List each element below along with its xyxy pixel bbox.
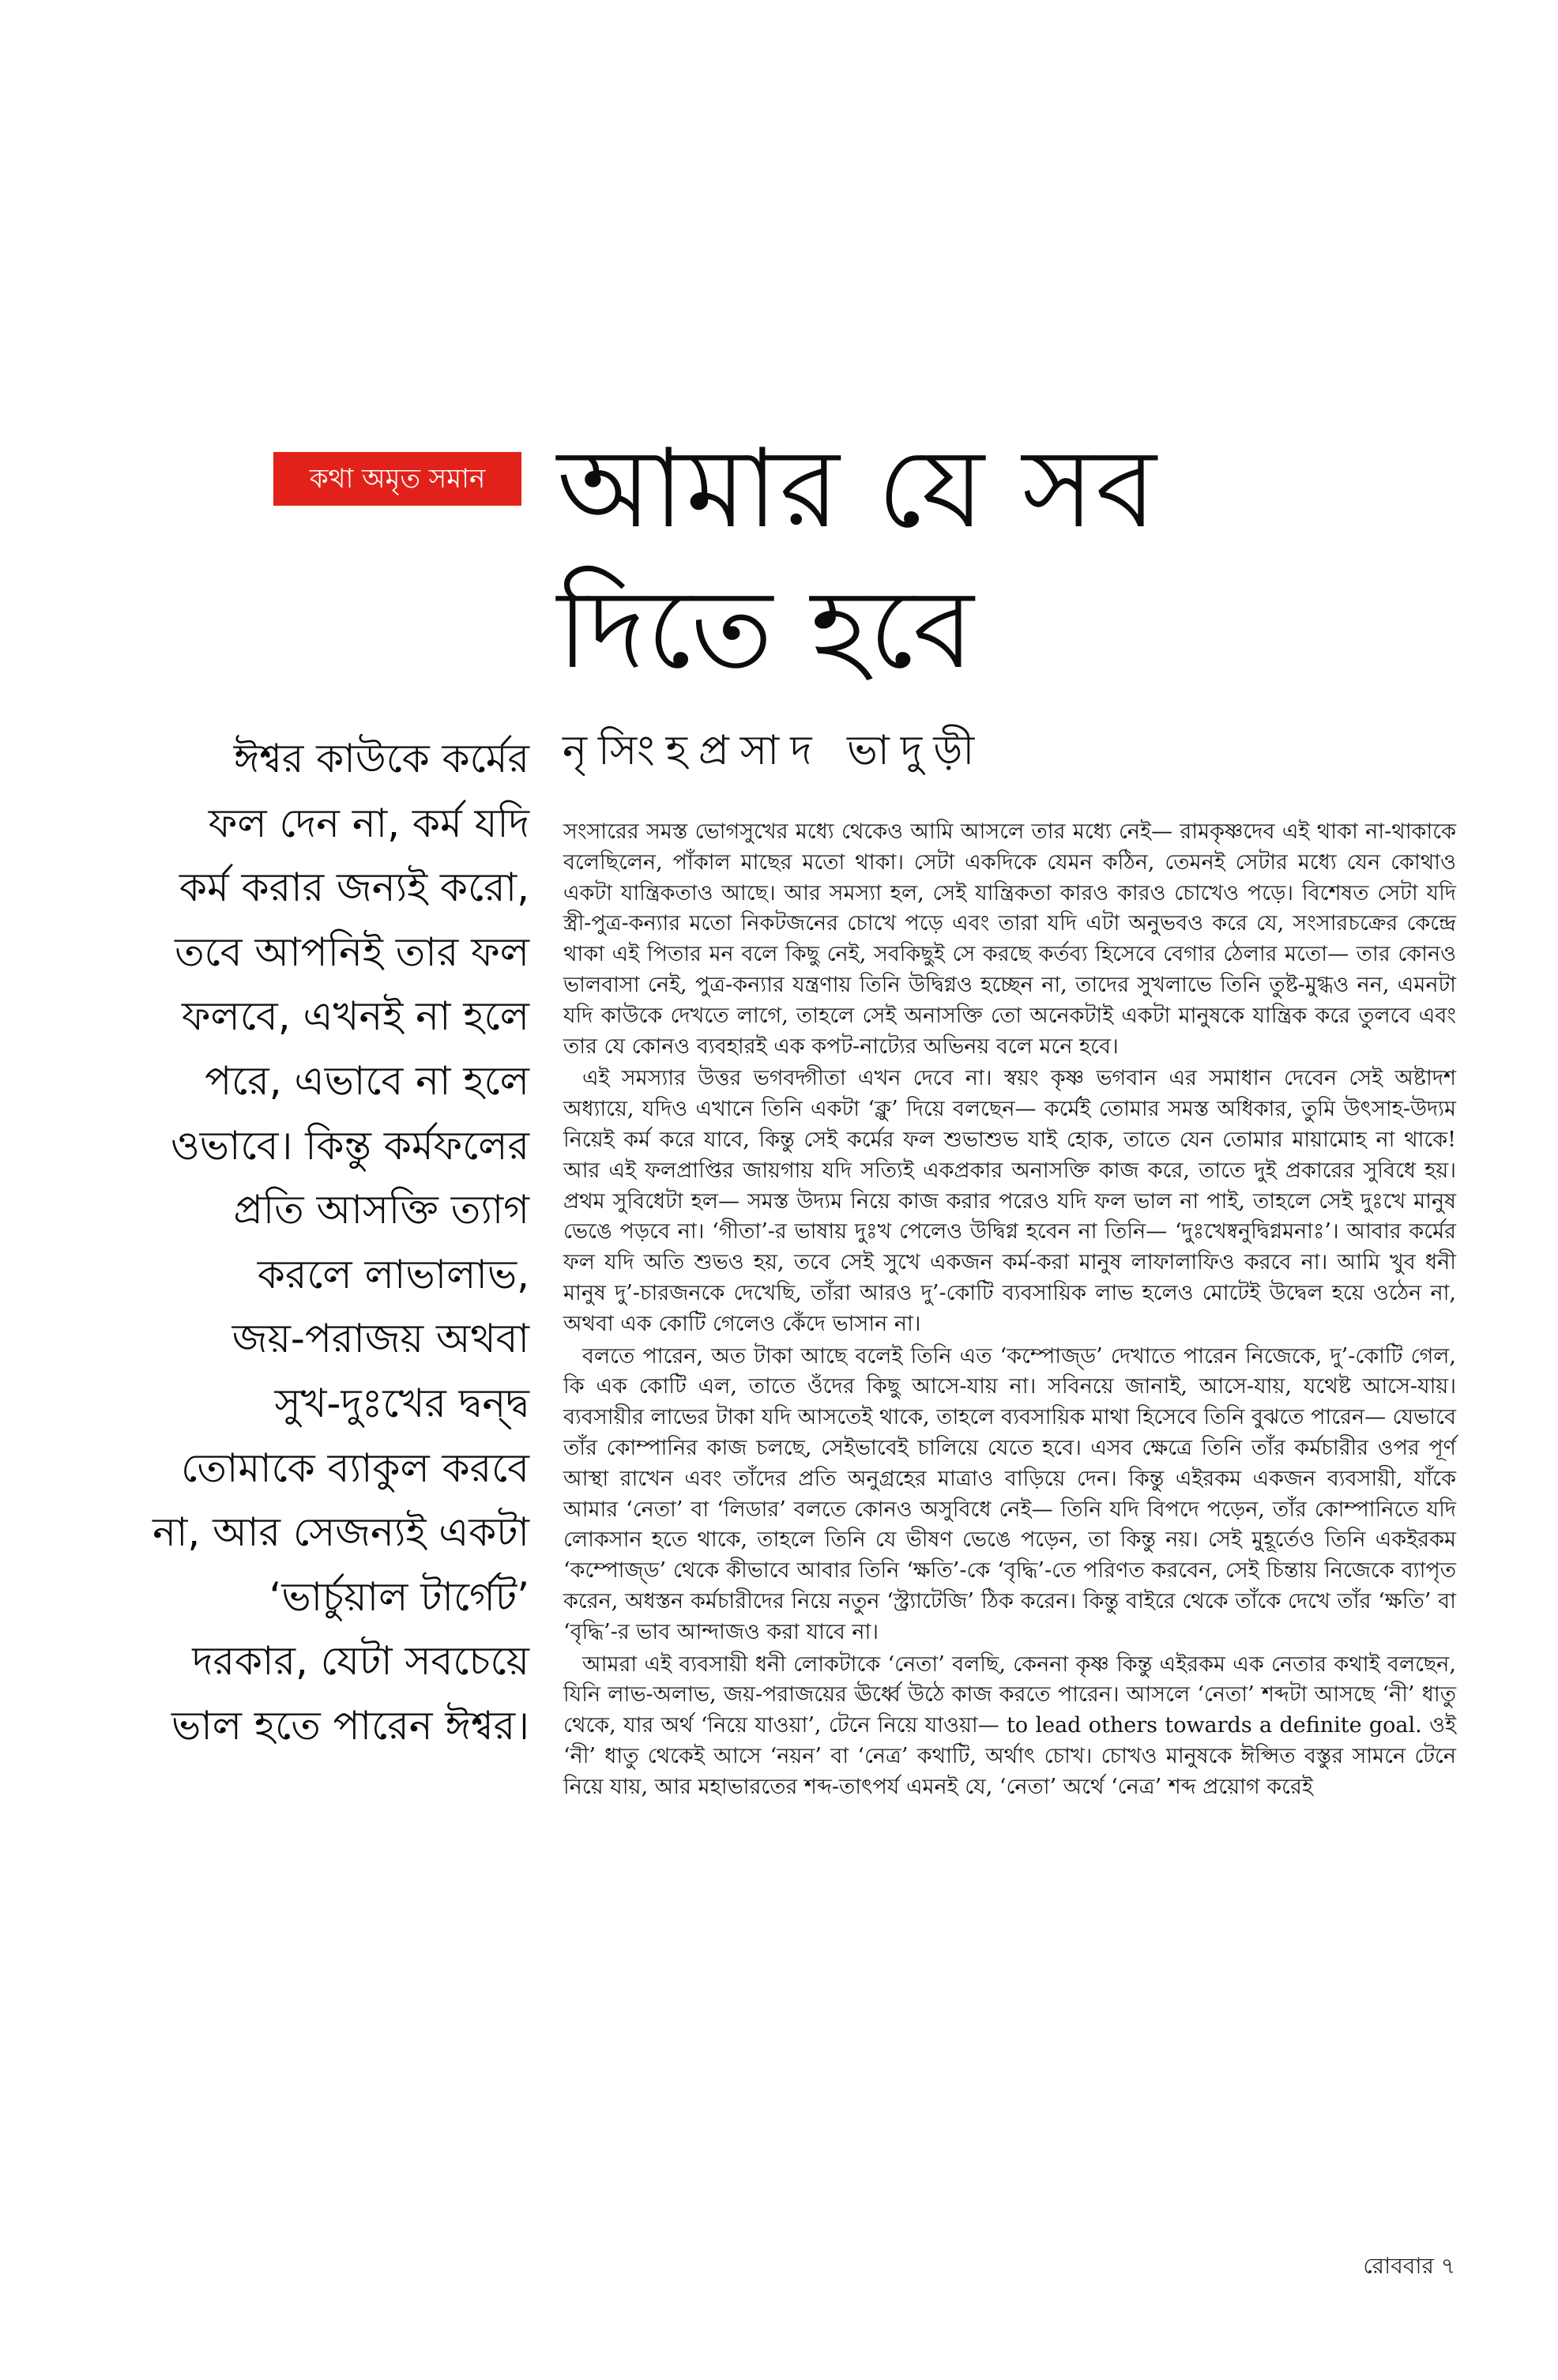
pull-quote-line: প্রতি আসক্তি ত্যাগ bbox=[233, 1187, 529, 1233]
pull-quote-line: ভাল হতে পারেন ঈশ্বর। bbox=[171, 1702, 529, 1749]
author-byline: নৃসিংহপ্রসাদ ভাদুড়ী bbox=[563, 727, 986, 774]
headline bbox=[557, 419, 1300, 700]
pull-quote-line: না, আর সেজন্যই একটা bbox=[152, 1509, 529, 1556]
pull-quote-line: দরকার, যেটা সবচেয়ে bbox=[192, 1638, 529, 1685]
pull-quote bbox=[119, 727, 529, 1759]
pull-quote-line: ‘ভার্চুয়াল টার্গেট’ bbox=[269, 1573, 529, 1620]
pull-quote-line: সুখ-দুঃখের দ্বন্দ্ব bbox=[274, 1380, 529, 1426]
pull-quote-line: জয়-পরাজয় অথবা bbox=[231, 1316, 529, 1362]
article-body bbox=[563, 817, 1456, 1803]
section-tag: কথা অমৃত সমান bbox=[273, 452, 521, 506]
pull-quote-line: তোমাকে ব্যাকুল করবে bbox=[181, 1444, 529, 1491]
article-paragraph-2: এই সমস্যার উত্তর ভগবদ্গীতা এখন দেবে না। স্বয়ং কৃষ্ণ ভগবান এর সমাধান দেবেন সেই অষ্টাদশ অধ্যায়ে, যদিও এখানে তিনি একটা ‘ক্লু’ দিয়ে বলছেন— কর্মেই তোমার সমস্ত অধিকার, তুমি উৎসাহ-উদ্যম নিয়েই কর্ম করে যাবে, কিন্তু সেই কর্মের ফল শুভাশুভ যাই হোক, তাতে যেন তোমার মায়ামোহ না থাকে! আর এই ফলপ্রাপ্তির জায়গায় যদি সত্যিই একপ্রকার অনাসক্তি কাজ করে, তাতে দুই প্রকারের সুবিধে হয়। প্রথম সুবিধেটা হল— সমস্ত উদ্যম নিয়ে কাজ করার পরেও যদি ফল ভাল না পাই, তাহলে সেই দুঃখে মানুষ ভেঙে পড়বে না। ‘গীতা’-র ভাষায় দুঃখ পেলেও উদ্বিগ্ন হবেন না তিনি— ‘দুঃখেষ্বনুদ্বিগ্নমনাঃ’। আবার কর্মের ফল যদি অতি শুভও হয়, তবে সেই সুখে একজন কর্ম-করা মানুষ লাফালাফিও করবে না। আমি খুব ধনী মানুষ দু’-চারজনকে দেখেছি, তাঁরা আরও দু’-কোটি ব্যবসায়িক লাভ হলেও মোটেই উদ্বেল হয়ে ওঠেন না, অথবা এক কোটি গেলেও কেঁদে ভাসান না। bbox=[563, 1066, 1456, 1336]
article-paragraph-3: বলতে পারেন, অত টাকা আছে বলেই তিনি এত ‘কম্পোজ্‌ড’ দেখাতে পারেন নিজেকে, দু’-কোটি গেল, কি এক কোটি এল, তাতে ওঁদের কিছু আসে-যায় না। সবিনয়ে জানাই, আসে-যায়, যথেষ্ট আসে-যায়। ব্যবসায়ীর লাভের টাকা যদি আসতেই থাকে, তাহলে ব্যবসায়িক মাথা হিসেবে তিনি বুঝতে পারেন— যেভাবে তাঁর কোম্পানির কাজ চলছে, সেইভাবেই চালিয়ে যেতে হবে। এসব ক্ষেত্রে তিনি তাঁর কর্মচারীর ওপর পূর্ণ আস্থা রাখেন এবং তাঁদের প্রতি অনুগ্রহের মাত্রাও বাড়িয়ে দেন। কিন্তু এইরকম একজন ব্যবসায়ী, যাঁকে আমার ‘নেতা’ বা ‘লিডার’ বলতে কোনও অসুবিধে নেই— তিনি যদি বিপদে পড়েন, তাঁর কোম্পানিতে যদি লোকসান হতে থাকে, তাহলে তিনি যে ভীষণ ভেঙে পড়েন, তা কিন্তু নয়। সেই মুহূর্তেও তিনি একইরকম ‘কম্পোজ্‌ড’ থেকে কীভাবে আবার তিনি ‘ক্ষতি’-কে ‘বৃদ্ধি’-তে পরিণত করবেন, সেই চিন্তায় নিজেকে ব্যাপৃত করেন, অধস্তন কর্মচারীদের নিয়ে নতুন ‘স্ট্র্যাটেজি’ ঠিক করেন। কিন্তু বাইরে থেকে তাঁকে দেখে তাঁর ‘ক্ষতি’ বা ‘বৃদ্ধি’-র ভাব আন্দাজও করা যাবে না। bbox=[563, 1343, 1456, 1644]
pull-quote-line: পরে, এভাবে না হলে bbox=[205, 1057, 529, 1104]
pull-quote-line: কর্ম করার জন্যই করো, bbox=[179, 864, 529, 911]
headline-line-2: দিতে হবে bbox=[557, 566, 976, 693]
pull-quote-line: ওভাবে। কিন্তু কর্মফলের bbox=[170, 1122, 529, 1169]
pull-quote-line: ফলবে, এখনই না হলে bbox=[182, 993, 529, 1040]
pull-quote-line: করলে লাভালাভ, bbox=[257, 1251, 529, 1297]
pull-quote-line: ফল দেন না, কর্ম যদি bbox=[208, 800, 529, 846]
headline-line-1: আমার যে সব bbox=[557, 425, 1158, 552]
article-paragraph-1: সংসারের সমস্ত ভোগসুখের মধ্যে থেকেও আমি আসলে তার মধ্যে নেই— রামকৃষ্ণদেব এই থাকা না-থাকাকে বলেছিলেন, পাঁকাল মাছের মতো থাকা। সেটা একদিকে যেমন কঠিন, তেমনই সেটার মধ্যে যেন কোথাও একটা যান্ত্রিকতাও আছে। আর সমস্যা হল, সেই যান্ত্রিকতা কারও কারও চোখেও পড়ে। বিশেষত সেটা যদি স্ত্রী-পুত্র-কন্যার মতো নিকটজনের চোখে পড়ে এবং তারা যদি এটা অনুভবও করে যে, সংসারচক্রের কেন্দ্রে থাকা এই পিতার মন বলে কিছু নেই, সবকিছুই সে করছে কর্তব্য হিসেবে বেগার ঠেলার মতো— তার কোনও ভালবাসা নেই, পুত্র-কন্যার যন্ত্রণায় তিনি উদ্বিগ্নও হচ্ছেন না, তাদের সুখলাভে তিনি তুষ্ট-মুগ্ধও নন, এমনটা যদি কাউকে দেখতে লাগে, তাহলে সেই অনাসক্তি তো অনেকটাই একটা মানুষকে যান্ত্রিক করে তুলবে এবং তার যে কোনও ব্যবহারই এক কপট-নাট্যের অভিনয় বলে মনে হবে। bbox=[563, 819, 1456, 1059]
page-folio: রোববার ৭ bbox=[1363, 2253, 1455, 2279]
pull-quote-line: তবে আপনিই তার ফল bbox=[175, 928, 529, 975]
article-paragraph-4: আমরা এই ব্যবসায়ী ধনী লোকটাকে ‘নেতা’ বলছি, কেননা কৃষ্ণ কিন্তু এইরকম এক নেতার কথাই বলছেন, যিনি লাভ-অলাভ, জয়-পরাজয়ের ঊর্ধ্বে উঠে কাজ করতে পারেন। আসলে ‘নেতা’ শব্দটা আসছে ‘নী’ ধাতু থেকে, যার অর্থ ‘নিয়ে যাওয়া’, টেনে নিয়ে যাওয়া— to lead others towards a definite goal. ওই ‘নী’ ধাতু থেকেই আসে ‘নয়ন’ বা ‘নেত্র’ কথাটি, অর্থাৎ চোখ। চোখও মানুষকে ঈপ্সিত বস্তুর সামনে টেনে নিয়ে যায়, আর মহাভারতের শব্দ-তাৎপর্য এমনই যে, ‘নেতা’ অর্থে ‘নেত্র’ শব্দ প্রয়োগ করেই bbox=[563, 1651, 1456, 1799]
pull-quote-line: ঈশ্বর কাউকে কর্মের bbox=[233, 736, 529, 781]
